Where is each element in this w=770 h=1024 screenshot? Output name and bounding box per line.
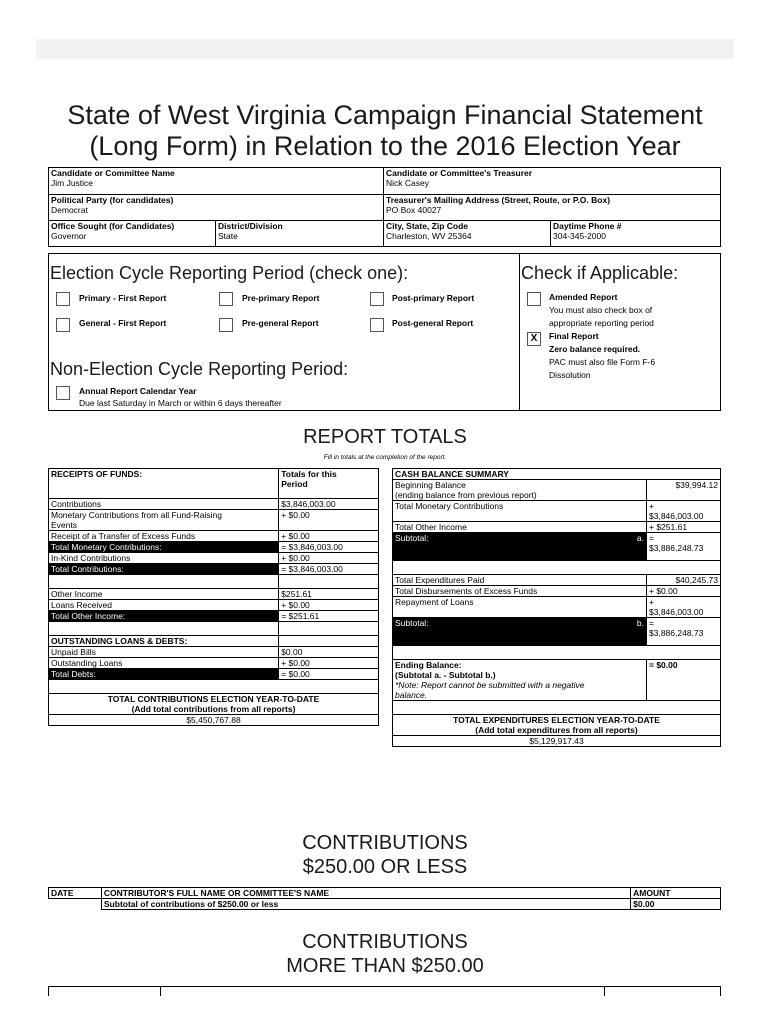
- candidate-label: Candidate or Committee Name: [51, 168, 175, 178]
- loans-header: OUTSTANDING LOANS & DEBTS:: [49, 636, 279, 647]
- table-col-line: [720, 986, 721, 996]
- post-primary-label: Post-primary Report: [392, 293, 475, 303]
- contrib-ytd-value: $5,450,767.88: [49, 715, 379, 726]
- contrib-small-heading-2: $250.00 OR LESS: [302, 856, 468, 878]
- ending-value: = $0.00: [647, 660, 721, 701]
- subtotal-small-label: Subtotal of contributions of $250.00 or less: [101, 899, 630, 910]
- receipts-header: RECEIPTS OF FUNDS:: [49, 469, 279, 499]
- spacer-cell: [393, 561, 721, 575]
- monetary-label: Total Monetary Contributions: [393, 501, 647, 522]
- treasurer-cell: [383, 167, 721, 195]
- contrib-small-heading-1: CONTRIBUTIONS: [302, 832, 468, 854]
- receipt-value: + $0.00: [279, 510, 379, 531]
- receipt-label: Monetary Contributions from all Fund-Raising Events: [49, 510, 279, 531]
- amended-note-2: appropriate reporting period: [549, 318, 654, 328]
- pre-primary-checkbox[interactable]: [219, 292, 233, 306]
- receipt-label: Total Monetary Contributions:: [49, 542, 279, 553]
- treasurer-label: Candidate or Committee's Treasurer: [386, 168, 533, 178]
- beginning-label: Beginning Balance (ending balance from previous report): [393, 480, 647, 501]
- col-date: DATE: [49, 888, 102, 899]
- final-note-3: Dissolution: [549, 370, 591, 380]
- beginning-value: $39,994.12: [647, 480, 721, 501]
- receipt-value: = $3,846,003.00: [279, 564, 379, 575]
- cash-header: CASH BALANCE SUMMARY: [393, 469, 721, 480]
- totals-header: Totals for this Period: [279, 469, 379, 499]
- subtotal-a-value: = $3,886,248.73: [647, 533, 721, 561]
- party-label: Political Party (for candidates): [51, 195, 174, 205]
- receipt-label: In-Kind Contributions: [49, 553, 279, 564]
- office-value: Governor: [51, 231, 87, 241]
- receipt-value: = $251.61: [279, 611, 379, 622]
- loan-label: Outstanding Loans: [49, 658, 279, 669]
- loan-value: = $0.00: [279, 669, 379, 680]
- excess-value: + $0.00: [647, 586, 721, 597]
- receipt-value: = $3,846,003.00: [279, 542, 379, 553]
- spacer-cell: [393, 701, 721, 715]
- repay-value: + $3,846,003.00: [647, 597, 721, 618]
- receipt-label: Contributions: [49, 499, 279, 510]
- final-note-2: PAC must also file Form F-6: [549, 357, 656, 367]
- other-income-value: + $251.61: [647, 522, 721, 533]
- col-amount: AMOUNT: [631, 888, 721, 899]
- exp-ytd-title: TOTAL EXPENDITURES ELECTION YEAR-TO-DATE (Add total expenditures from all reports): [393, 715, 721, 736]
- loan-label: Total Debts:: [49, 669, 279, 680]
- receipt-value: + $0.00: [279, 531, 379, 542]
- phone-label: Daytime Phone #: [553, 221, 622, 231]
- spacer-cell: [279, 636, 379, 647]
- cash-balance-table: [392, 468, 721, 747]
- phone-value: 304-345-2000: [553, 231, 606, 241]
- pre-general-label: Pre-general Report: [242, 318, 319, 328]
- city-cell: [383, 220, 551, 247]
- table-top-border: [48, 986, 721, 987]
- receipt-value: + $0.00: [279, 600, 379, 611]
- final-note-1: Zero balance required.: [549, 344, 641, 354]
- title-line-1: State of West Virginia Campaign Financial Statement: [67, 100, 703, 130]
- spacer-cell: [279, 575, 379, 589]
- district-label: District/Division: [218, 221, 283, 231]
- pre-general-checkbox[interactable]: [219, 318, 233, 332]
- office-label: Office Sought (for Candidates): [51, 221, 175, 231]
- monetary-value: + $3,846,003.00: [647, 501, 721, 522]
- applicable-heading: Check if Applicable:: [521, 263, 679, 283]
- post-general-checkbox[interactable]: [370, 318, 384, 332]
- city-value: Charleston, WV 25364: [386, 231, 472, 241]
- district-cell: [215, 220, 384, 247]
- amended-checkbox[interactable]: [527, 292, 541, 306]
- treasurer-value: Nick Casey: [386, 178, 429, 188]
- receipt-label: Receipt of a Transfer of Excess Funds: [49, 531, 279, 542]
- excess-label: Total Disbursements of Excess Funds: [393, 586, 647, 597]
- city-label: City, State, Zip Code: [386, 221, 469, 231]
- subtotal-b-value: = $3,886,248.73: [647, 618, 721, 646]
- election-cycle-heading: Election Cycle Reporting Period (check one):: [50, 263, 409, 283]
- party-value: Democrat: [51, 205, 88, 215]
- expenditures-value: $40,245.73: [647, 575, 721, 586]
- expenditures-label: Total Expenditures Paid: [393, 575, 647, 586]
- page-title: [40, 100, 730, 162]
- receipt-label: Loans Received: [49, 600, 279, 611]
- candidate-value: Jim Justice: [51, 178, 94, 188]
- final-report-checkbox[interactable]: X: [527, 332, 541, 346]
- ending-label: Ending Balance: (Subtotal a. - Subtotal b.) *Note: Report cannot be submitted with a negative balance.: [393, 660, 647, 701]
- annual-report-note: Due last Saturday in March or within 6 days thereafter: [79, 398, 282, 408]
- loan-value: $0.00: [279, 647, 379, 658]
- col-name: CONTRIBUTOR'S FULL NAME OR COMMITTEE'S NAME: [101, 888, 630, 899]
- post-general-label: Post-general Report: [392, 318, 474, 328]
- receipt-label: Total Contributions:: [49, 564, 279, 575]
- receipt-label: Other Income: [49, 589, 279, 600]
- subtotal-b-label: Subtotal:: [393, 618, 629, 646]
- exp-ytd-value: $5,129,917.43: [393, 736, 721, 747]
- other-income-label: Total Other Income: [393, 522, 647, 533]
- spacer-cell: [279, 622, 379, 636]
- report-totals-heading: REPORT TOTALS: [303, 426, 467, 448]
- receipt-value: $3,846,003.00: [279, 499, 379, 510]
- general-first-label: General - First Report: [79, 318, 167, 328]
- party-cell: [48, 194, 384, 221]
- receipt-value: + $0.00: [279, 553, 379, 564]
- contrib-large-heading-2: MORE THAN $250.00: [286, 955, 484, 977]
- receipt-value: $251.61: [279, 589, 379, 600]
- mailing-cell: [383, 194, 721, 221]
- subtotal-b-mark: b.: [628, 618, 647, 646]
- annual-report-checkbox[interactable]: [56, 386, 70, 400]
- amended-note-1: You must also check box of: [549, 305, 653, 315]
- contrib-large-heading-1: CONTRIBUTIONS: [302, 931, 468, 953]
- receipts-table: [48, 468, 379, 726]
- spacer-cell: [49, 680, 379, 694]
- spacer-cell: [49, 622, 279, 636]
- spacer-cell: [49, 575, 279, 589]
- spacer-cell: [393, 646, 721, 660]
- primary-first-checkbox[interactable]: [56, 292, 70, 306]
- title-line-2: (Long Form) in Relation to the 2016 Election Year: [89, 131, 681, 161]
- office-cell: [48, 220, 216, 247]
- district-value: State: [218, 231, 238, 241]
- primary-first-label: Primary - First Report: [79, 293, 167, 303]
- candidate-cell: [48, 167, 384, 195]
- loan-label: Unpaid Bills: [49, 647, 279, 658]
- blank-cell: [49, 899, 102, 910]
- post-primary-checkbox[interactable]: [370, 292, 384, 306]
- non-election-heading: Non-Election Cycle Reporting Period:: [50, 359, 349, 379]
- mailing-value: PO Box 40027: [386, 205, 442, 215]
- table-col-line: [604, 986, 605, 996]
- phone-cell: [550, 220, 721, 247]
- general-first-checkbox[interactable]: [56, 318, 70, 332]
- table-col-line: [160, 986, 161, 996]
- receipt-label: Total Other Income:: [49, 611, 279, 622]
- top-bar: [36, 39, 734, 59]
- final-report-label: Final Report: [549, 331, 599, 341]
- contrib-small-table: [48, 887, 721, 910]
- annual-report-label: Annual Report Calendar Year: [79, 386, 197, 396]
- pre-primary-label: Pre-primary Report: [242, 293, 320, 303]
- table-col-line: [48, 986, 49, 996]
- subtotal-small-value: $0.00: [631, 899, 721, 910]
- subtotal-a-mark: a.: [628, 533, 647, 561]
- contrib-ytd-title: TOTAL CONTRIBUTIONS ELECTION YEAR-TO-DATE (Add total contributions from all reports): [49, 694, 379, 715]
- repay-label: Repayment of Loans: [393, 597, 647, 618]
- mailing-label: Treasurer's Mailing Address (Street, Route, or P.O. Box): [386, 195, 611, 205]
- subtotal-a-label: Subtotal:: [393, 533, 629, 561]
- loan-value: + $0.00: [279, 658, 379, 669]
- report-totals-subheading: Fill in totals at the completion of the report.: [323, 454, 447, 461]
- amended-label: Amended Report: [549, 292, 618, 302]
